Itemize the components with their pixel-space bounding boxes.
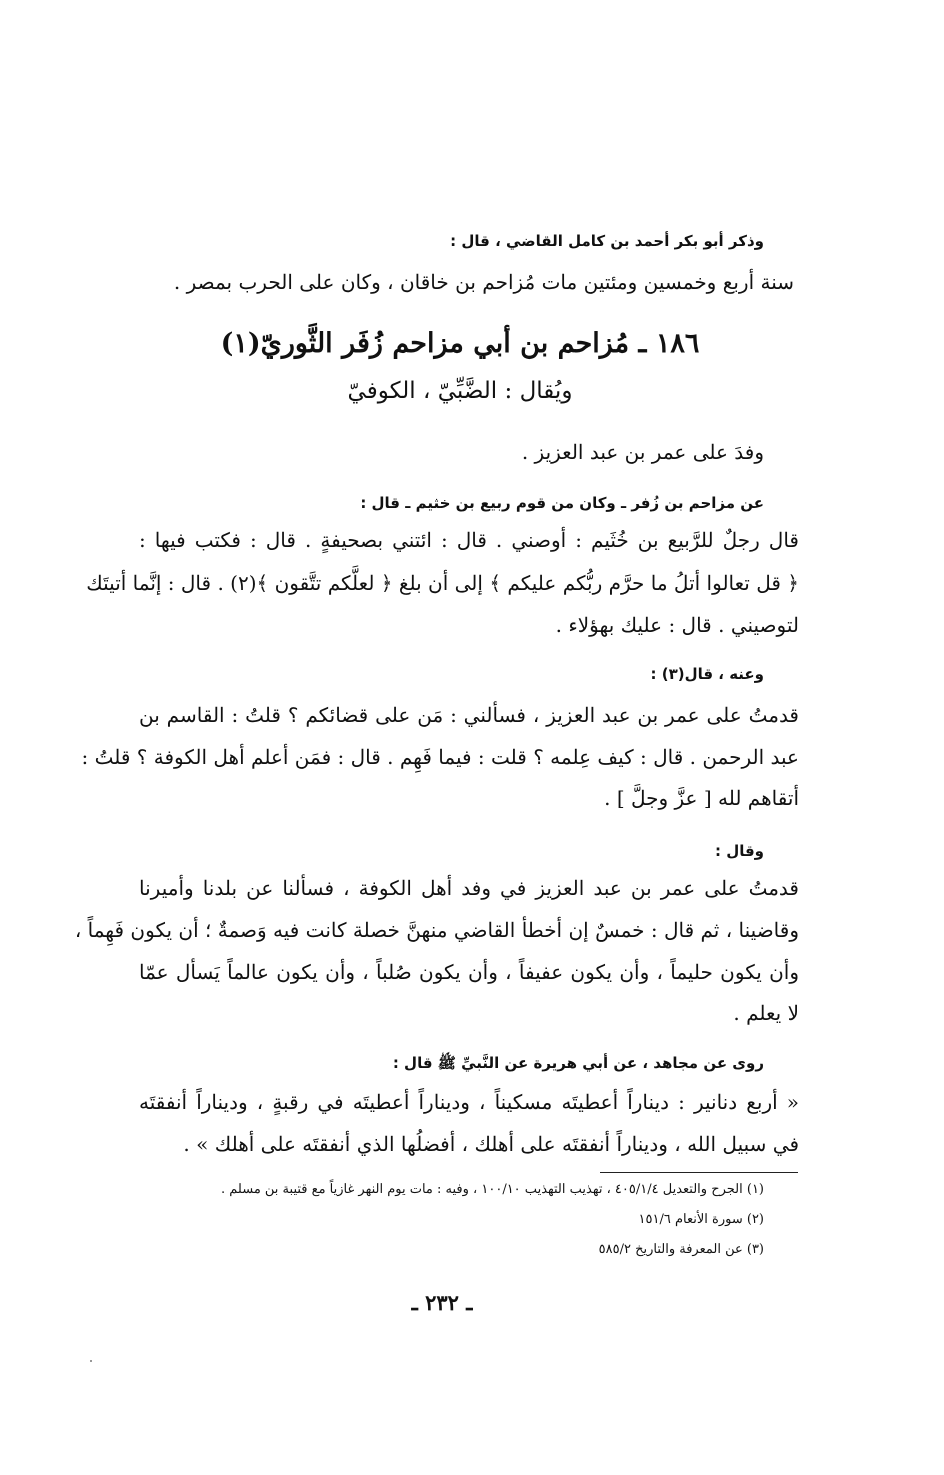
section2-line-1: قدمتُ على عمر بن عبد العزيز ، فسألني : مَن على قضائكم ؟ قلتُ : القاسم بن [139, 703, 799, 727]
scan-speck [90, 1360, 92, 1362]
footnote-separator [600, 1172, 798, 1173]
section3-line-1: قدمتُ على عمر بن عبد العزيز في وفد أهل الكوفة ، فسألنا عن بلدنا وأميرنا [139, 876, 799, 900]
section3-line-3: وأن يكون حليماً ، وأن يكون عفيفاً ، وأن يكون صُلباً ، وأن يكون عالماً يَسأل عمّا [139, 960, 799, 984]
footnote-1: (١) الجرح والتعديل ٤٠٥/١/٤ ، تهذيب التهذيب ١٠٠/١٠ ، وفيه : مات يوم النهر غازياً مع قتيبة بن مسلم . [221, 1182, 764, 1197]
section1-line-3: لتوصيني . قال : عليك بهؤلاء . [555, 613, 799, 637]
section1-line-1: قال رجلٌ للرَّبيع بن خُثَيم : أوصني . قال : ائتني بصحيفةٍ . قال : فكتب فيها : [139, 528, 799, 552]
section4-isnad: روى عن مجاهد ، عن أبي هريرة عن النَّبيِّ ﷺ قال : [392, 1054, 764, 1072]
section3-line-2: وقاضينا ، ثم قال : خمسٌ إن أخطأ القاضي منهنَّ خصلة كانت فيه وَصمةٌ ؛ أن يكون فَهِماً ، [74, 918, 799, 942]
section3-line-4: لا يعلم . [733, 1001, 799, 1025]
entry-lead: وفدَ على عمر بن عبد العزيز . [521, 440, 764, 464]
section3-isnad: وقال : [714, 842, 764, 860]
page-number: ـ ٢٣٢ ـ [411, 1290, 473, 1315]
entry-subtitle: ويُقال : الضَّبِّيّ ، الكوفيّ [347, 378, 573, 404]
section2-line-3: أتقاهم لله [ عزَّ وجلَّ ] . [604, 786, 799, 810]
section2-isnad: وعنه ، قال(٣) : [650, 665, 764, 683]
intro-isnad: وذكر أبو بكر أحمد بن كامل القاضي ، قال : [450, 232, 764, 250]
section1-isnad: عن مزاحم بن زُفر ـ وكان من قوم ربيع بن خثيم ـ قال : [360, 494, 764, 512]
footnote-2: (٢) سورة الأنعام ١٥١/٦ [638, 1212, 764, 1227]
section1-line-2: ﴿ قل تعالوا أتلُ ما حرَّم ربُّكم عليكم ﴾ إلى أن بلغ ﴿ لعلَّكم تتَّقون ﴾(٢) . قال : إنَّما أتيتَك [86, 571, 799, 595]
entry-title: ١٨٦ ـ مُزاحم بن أبي مزاحم زُفَر الثَّوريّ(١) [220, 328, 700, 359]
intro-text: سنة أربع وخمسين ومئتين مات مُزاحم بن خاقان ، وكان على الحرب بمصر . [173, 270, 794, 294]
section4-line-1: « أربع دنانير : ديناراً أعطيتَه مسكيناً ، وديناراً أعطيتَه في رقبةٍ ، وديناراً أنفقتَه [139, 1090, 799, 1114]
section2-line-2: عبد الرحمن . قال : كيف عِلمه ؟ قلت : فيما فَهِم . قال : فمَن أعلم أهل الكوفة ؟ قلتُ : [81, 745, 799, 769]
section4-line-2: في سبيل الله ، وديناراً أنفقتَه على أهلك ، أفضلُها الذي أنفقتَه على أهلك » . [183, 1132, 799, 1156]
footnote-3: (٣) عن المعرفة والتاريخ ٥٨٥/٢ [598, 1242, 764, 1257]
